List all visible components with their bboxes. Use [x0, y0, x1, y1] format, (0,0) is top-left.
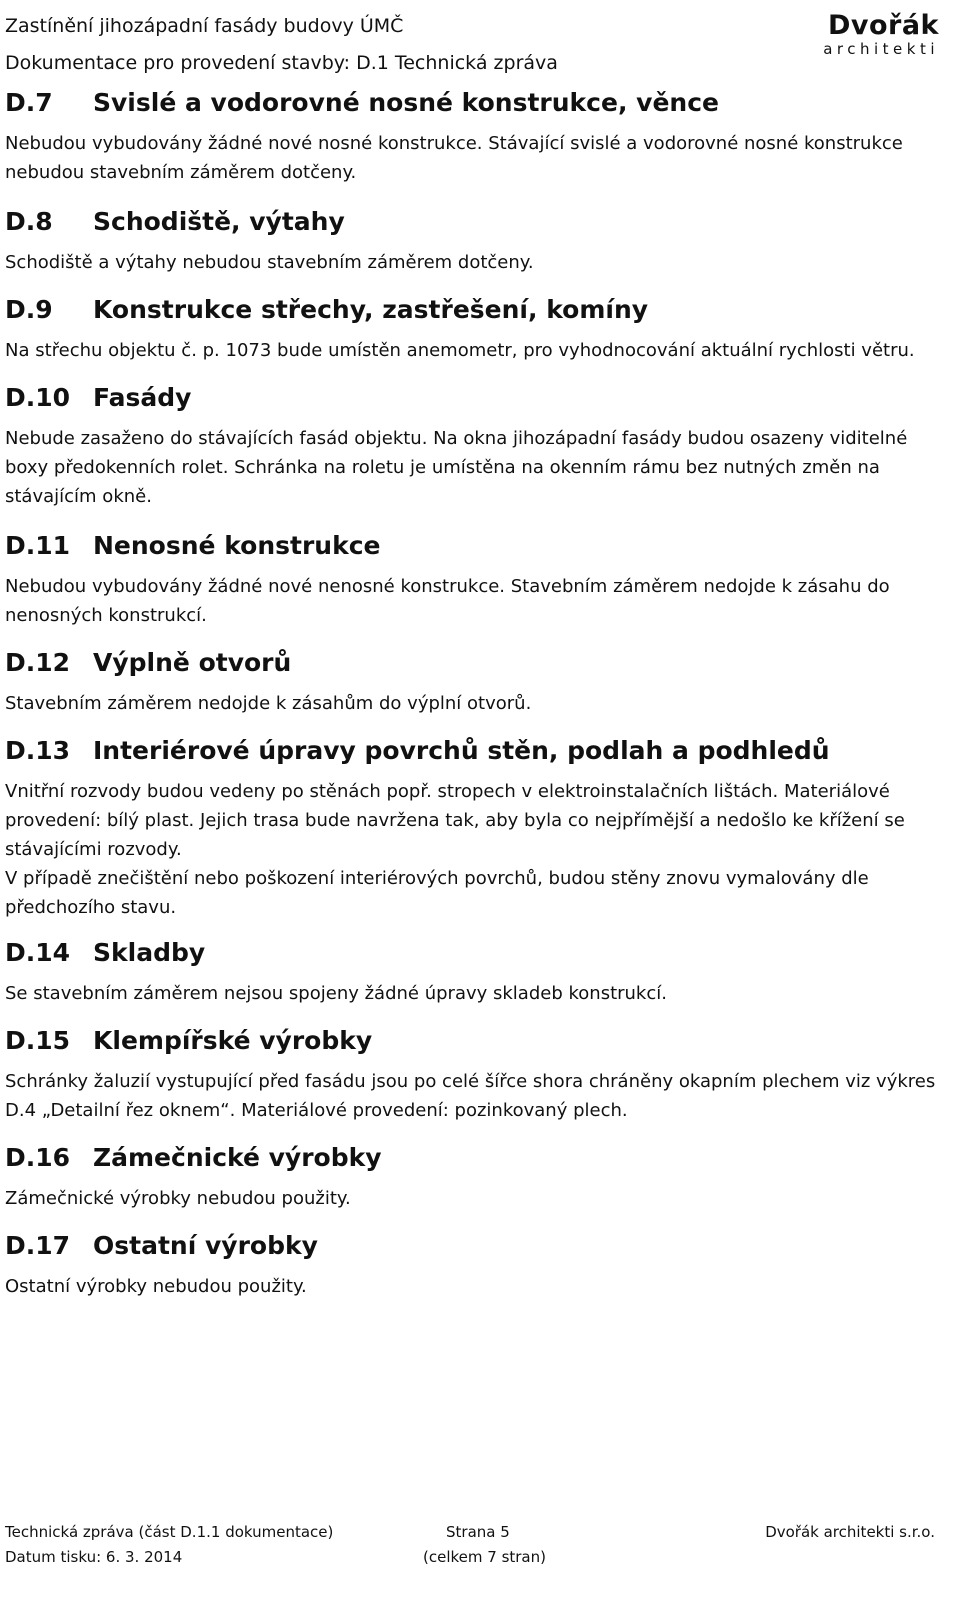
- section-title: Schodiště, výtahy: [93, 207, 345, 236]
- section-title: Fasády: [93, 383, 192, 412]
- section: [5, 295, 945, 365]
- section-heading: [5, 938, 945, 968]
- section-heading: [5, 648, 945, 678]
- footer-print-date: Datum tisku: 6. 3. 2014: [5, 1548, 183, 1566]
- section: [5, 88, 945, 187]
- section-number: D.12: [5, 648, 71, 677]
- section-heading: [5, 88, 945, 118]
- section-number: D.17: [5, 1231, 71, 1260]
- document-subtitle: Dokumentace pro provedení stavby: D.1 Technická zpráva: [5, 52, 558, 74]
- company-logo: [799, 12, 939, 58]
- section: [5, 531, 945, 630]
- section-heading: [5, 295, 945, 325]
- section-paragraph: Nebudou vybudovány žádné nové nosné konstrukce. Stávající svislé a vodorovné nosné konstrukce nebudou stavebním záměrem dotčeny.: [5, 133, 903, 183]
- section-paragraph: Na střechu objektu č. p. 1073 bude umístěn anemometr, pro vyhodnocování aktuální rychlosti větru.: [5, 340, 915, 361]
- section-paragraph: Nebudou vybudovány žádné nové nenosné konstrukce. Stavebním záměrem nedojde k zásahu do nenosných konstrukcí.: [5, 576, 890, 626]
- section-number: D.16: [5, 1143, 71, 1172]
- footer-page-number: Strana 5: [446, 1523, 510, 1541]
- section-paragraph: Zámečnické výrobky nebudou použity.: [5, 1188, 351, 1209]
- section-paragraph: Schodiště a výtahy nebudou stavebním záměrem dotčeny.: [5, 252, 534, 273]
- page-footer: [5, 1520, 935, 1575]
- section-heading: [5, 1231, 945, 1261]
- section-number: D.8: [5, 207, 53, 236]
- section-heading: [5, 736, 945, 766]
- document-body: [5, 88, 945, 1319]
- logo-subtitle: architekti: [823, 40, 939, 58]
- section-title: Klempířské výrobky: [93, 1026, 373, 1055]
- section-title: Výplně otvorů: [93, 648, 292, 677]
- footer-page-total: (celkem 7 stran): [423, 1548, 546, 1566]
- section: [5, 207, 945, 277]
- section-paragraph: Schránky žaluzií vystupující před fasádu jsou po celé šířce shora chráněny okapním plechem viz výkres D.4 „Detailní řez oknem“. Materiálové provedení: pozinkovaný plech.: [5, 1071, 936, 1121]
- section-heading: [5, 1026, 945, 1056]
- document-title: Zastínění jihozápadní fasády budovy ÚMČ: [5, 15, 404, 37]
- footer-company: Dvořák architekti s.r.o.: [765, 1523, 935, 1541]
- section-paragraph: Stavebním záměrem nedojde k zásahům do výplní otvorů.: [5, 693, 532, 714]
- section-title: Svislé a vodorovné nosné konstrukce, věnce: [93, 88, 719, 117]
- section-number: D.13: [5, 736, 71, 765]
- section-paragraph: V případě znečištění nebo poškození interiérových povrchů, budou stěny znovu vymalovány dle předchozího stavu.: [5, 868, 869, 918]
- section-heading: [5, 383, 945, 413]
- section-number: D.9: [5, 295, 53, 324]
- section-number: D.7: [5, 88, 53, 117]
- footer-doc-reference: Technická zpráva (část D.1.1 dokumentace): [5, 1523, 334, 1541]
- section-paragraph: Ostatní výrobky nebudou použity.: [5, 1276, 307, 1297]
- logo-name: Dvořák: [827, 10, 939, 41]
- section-paragraph: Se stavebním záměrem nejsou spojeny žádné úpravy skladeb konstrukcí.: [5, 983, 667, 1004]
- section: [5, 1231, 945, 1301]
- section-number: D.11: [5, 531, 71, 560]
- section-heading: [5, 1143, 945, 1173]
- section-heading: [5, 207, 945, 237]
- section-title: Konstrukce střechy, zastřešení, komíny: [93, 295, 649, 324]
- section-title: Ostatní výrobky: [93, 1231, 318, 1260]
- section-number: D.15: [5, 1026, 71, 1055]
- section-heading: [5, 531, 945, 561]
- section-number: D.14: [5, 938, 71, 967]
- section: [5, 736, 945, 922]
- section: [5, 1143, 945, 1213]
- section: [5, 938, 945, 1008]
- page-header: [5, 12, 955, 82]
- section: [5, 648, 945, 718]
- section: [5, 1026, 945, 1125]
- section-title: Interiérové úpravy povrchů stěn, podlah a podhledů: [93, 736, 830, 765]
- section-title: Skladby: [93, 938, 206, 967]
- section-paragraph: Vnitřní rozvody budou vedeny po stěnách popř. stropech v elektroinstalačních lištách. Materiálové provedení: bílý plast. Jejich trasa bude navržena tak, aby byla co nejpřímější a nedošlo ke křížení se stávajícími rozvody.: [5, 781, 905, 860]
- section-number: D.10: [5, 383, 71, 412]
- section: [5, 383, 945, 511]
- section-title: Nenosné konstrukce: [93, 531, 381, 560]
- section-paragraph: Nebude zasaženo do stávajících fasád objektu. Na okna jihozápadní fasády budou osazeny viditelné boxy předokenních rolet. Schránka na roletu je umístěna na okenním rámu bez nutných změn na stávajícím okně.: [5, 428, 908, 507]
- section-title: Zámečnické výrobky: [93, 1143, 382, 1172]
